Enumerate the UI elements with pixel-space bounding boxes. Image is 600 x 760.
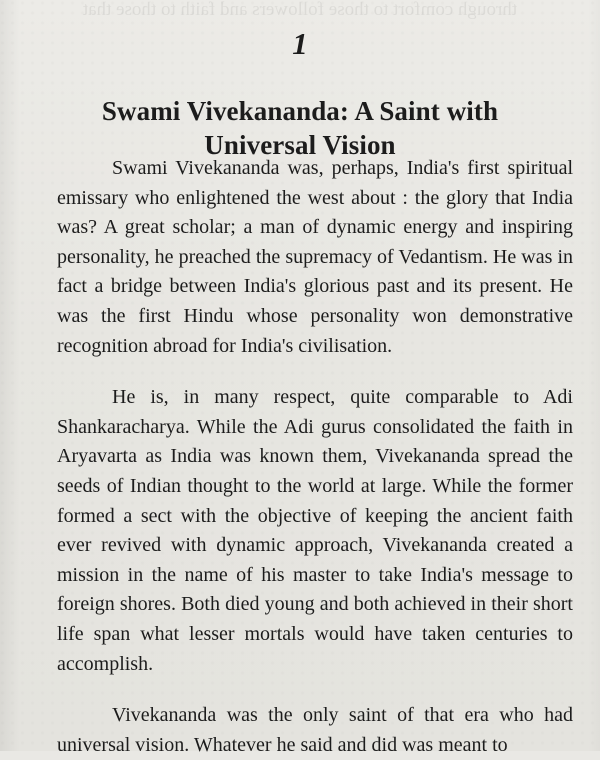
chapter-title	[0, 94, 600, 162]
paragraph-3: Vivekananda was the only saint of that era who had universal vision. Whatever he said and did was meant to	[57, 704, 573, 756]
show-through-text: through comfort to those followers and faith to those that	[82, 0, 518, 20]
chapter-number: 1	[292, 26, 308, 61]
chapter-title-line-1: Swami Vivekananda: A Saint with	[101, 96, 499, 127]
paragraph-2: He is, in many respect, quite comparable to Adi Shankaracharya. While the Adi gurus consolidated the faith in Aryavarta as India was known them, Vivekananda spread the seeds of Indian thought to the world at large. While the former formed a sect with the objective of keeping the ancient faith ever revived with dynamic approach, Vivekananda created a mission in the name of his master to take India's message to foreign shores. Both died young and both achieved in their short life span what lesser mortals would have taken centuries to accomplish.	[57, 386, 573, 675]
chapter-title-line-2: Universal Vision	[204, 130, 396, 161]
chapter-body	[57, 154, 573, 760]
paragraph-1: Swami Vivekananda was, perhaps, India's first spiritual emissary who enlightened the west about : the glory that India was? A great scholar; a man of dynamic energy and inspiring personality, he preached the supremacy of Vedantism. He was in fact a bridge between India's glorious past and its present. He was the first Hindu whose personality won demonstrative recognition abroad for India's civilisation.	[57, 157, 573, 357]
